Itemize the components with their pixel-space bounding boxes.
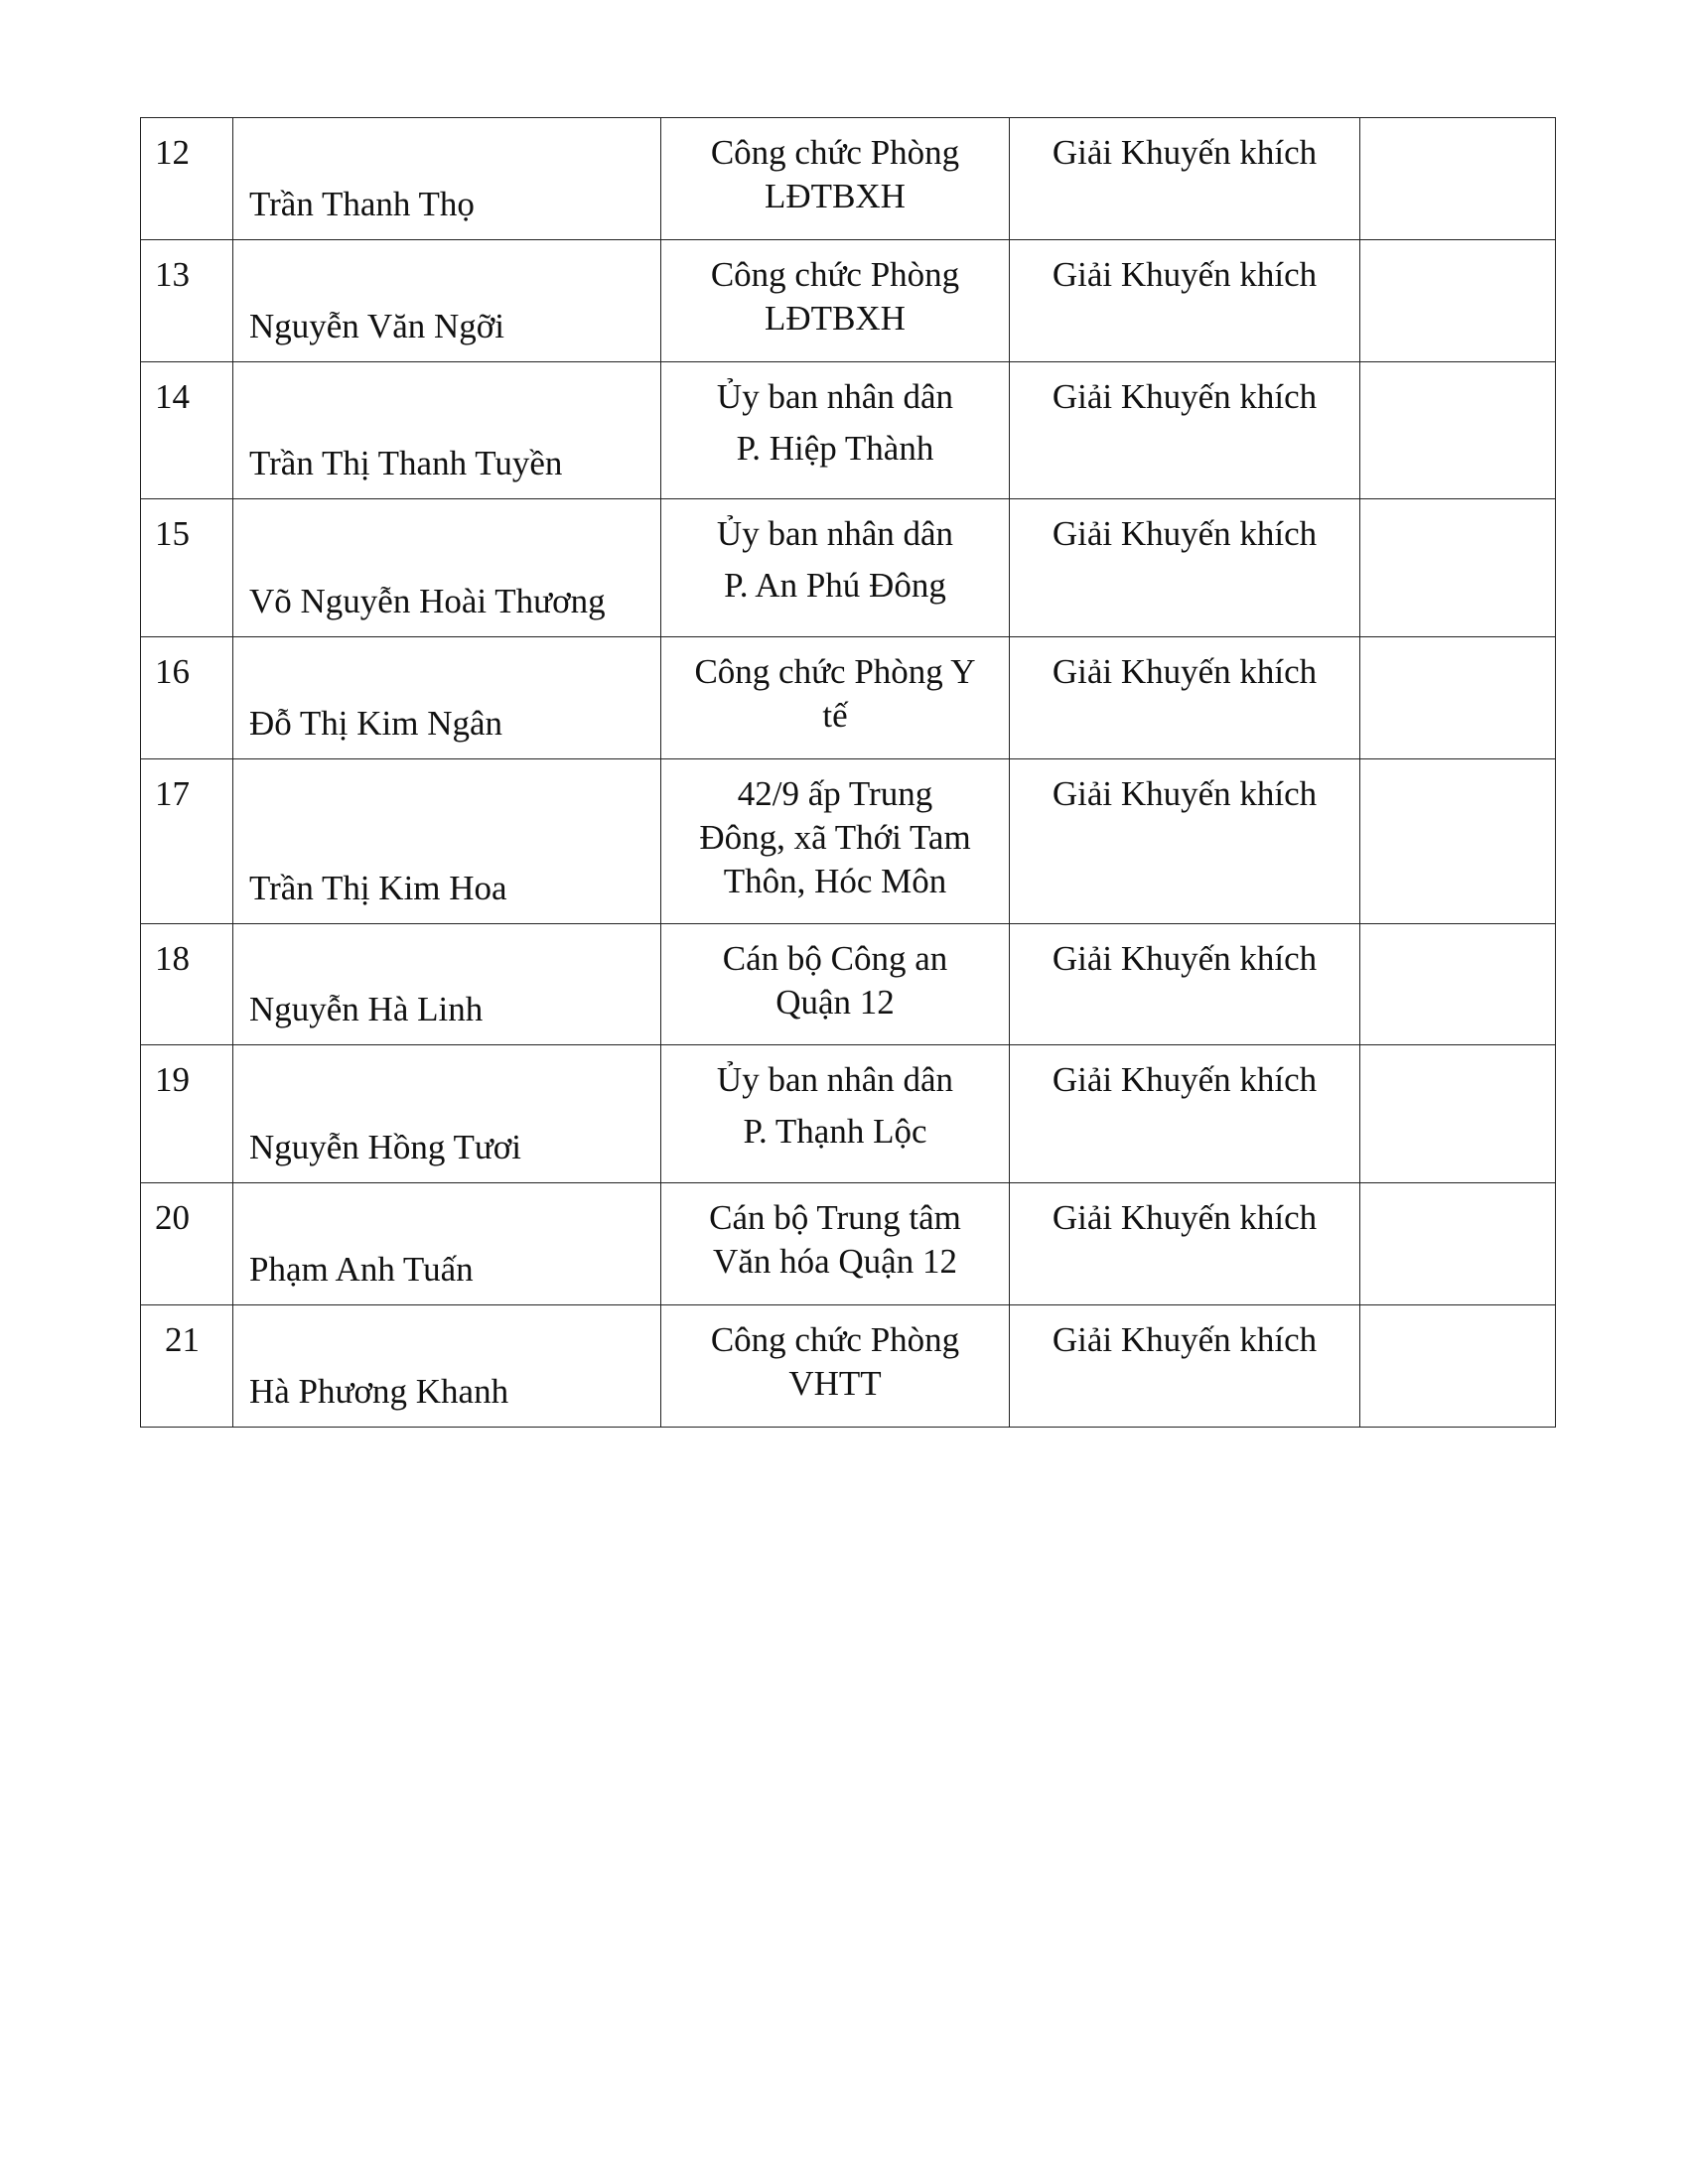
award-cell: Giải Khuyến khích: [1010, 118, 1360, 240]
award-cell: Giải Khuyến khích: [1010, 499, 1360, 637]
name-cell: [233, 759, 661, 924]
note-cell: [1360, 1045, 1556, 1183]
unit-line: Ủy ban nhân dân: [716, 1060, 954, 1099]
unit-line: Quận 12: [775, 983, 895, 1022]
unit-line: Công chức Phòng Y: [694, 652, 976, 691]
table-row: [141, 1045, 1556, 1183]
unit-cell: [661, 924, 1010, 1045]
award-cell: Giải Khuyến khích: [1010, 924, 1360, 1045]
name-cell: [233, 637, 661, 759]
table-row: [141, 1183, 1556, 1305]
unit-line: Công chức Phòng: [710, 133, 960, 172]
name-cell: [233, 1305, 661, 1428]
person-name: Trần Thanh Thọ: [249, 185, 475, 223]
person-name: Phạm Anh Tuấn: [249, 1250, 474, 1289]
note-cell: [1360, 362, 1556, 499]
row-number: 19: [141, 1045, 233, 1183]
row-number: 18: [141, 924, 233, 1045]
note-cell: [1360, 1183, 1556, 1305]
person-name: Nguyễn Văn Ngỡi: [249, 307, 504, 345]
award-table: [140, 117, 1556, 1428]
award-cell: Giải Khuyến khích: [1010, 240, 1360, 362]
table-row: [141, 499, 1556, 637]
unit-line: tế: [822, 696, 848, 735]
table-row: [141, 759, 1556, 924]
row-number: 16: [141, 637, 233, 759]
unit-line: Văn hóa Quận 12: [713, 1242, 957, 1281]
row-number: 13: [141, 240, 233, 362]
name-cell: [233, 118, 661, 240]
unit-line: Cán bộ Công an: [722, 939, 948, 978]
table-row: [141, 924, 1556, 1045]
unit-cell: [661, 240, 1010, 362]
award-cell: Giải Khuyến khích: [1010, 362, 1360, 499]
person-name: Hà Phương Khanh: [249, 1372, 509, 1411]
award-cell: Giải Khuyến khích: [1010, 637, 1360, 759]
unit-line: LĐTBXH: [765, 299, 906, 338]
person-name: Võ Nguyễn Hoài Thương: [249, 582, 606, 620]
unit-cell: [661, 1305, 1010, 1428]
note-cell: [1360, 1305, 1556, 1428]
row-number: 12: [141, 118, 233, 240]
table-row: [141, 118, 1556, 240]
unit-cell: [661, 1183, 1010, 1305]
person-name: Nguyễn Hồng Tươi: [249, 1128, 522, 1166]
note-cell: [1360, 240, 1556, 362]
row-number: 21: [141, 1305, 233, 1428]
award-cell: Giải Khuyến khích: [1010, 759, 1360, 924]
person-name: Trần Thị Kim Hoa: [249, 869, 507, 907]
name-cell: [233, 1183, 661, 1305]
table-row: [141, 637, 1556, 759]
unit-line: P. An Phú Đông: [724, 566, 946, 605]
unit-line: P. Hiệp Thành: [736, 429, 934, 468]
unit-line: Ủy ban nhân dân: [716, 514, 954, 553]
unit-line: Công chức Phòng: [710, 1320, 960, 1359]
award-cell: Giải Khuyến khích: [1010, 1045, 1360, 1183]
unit-line: 42/9 ấp Trung: [737, 774, 933, 813]
unit-cell: [661, 118, 1010, 240]
note-cell: [1360, 924, 1556, 1045]
table-row: [141, 240, 1556, 362]
unit-line: Đông, xã Thới Tam: [699, 818, 971, 857]
row-number: 15: [141, 499, 233, 637]
unit-cell: [661, 637, 1010, 759]
person-name: Nguyễn Hà Linh: [249, 990, 484, 1028]
person-name: Trần Thị Thanh Tuyền: [249, 444, 563, 482]
table-row: [141, 1305, 1556, 1428]
name-cell: [233, 362, 661, 499]
name-cell: [233, 499, 661, 637]
unit-line: P. Thạnh Lộc: [743, 1112, 927, 1151]
note-cell: [1360, 637, 1556, 759]
unit-line: Cán bộ Trung tâm: [709, 1198, 961, 1237]
award-cell: Giải Khuyến khích: [1010, 1305, 1360, 1428]
name-cell: [233, 240, 661, 362]
award-table-body: [141, 118, 1556, 1428]
unit-line: LĐTBXH: [765, 177, 906, 215]
unit-line: Công chức Phòng: [710, 255, 960, 294]
unit-line: Ủy ban nhân dân: [716, 377, 954, 416]
unit-line: Thôn, Hóc Môn: [723, 862, 947, 900]
row-number: 17: [141, 759, 233, 924]
person-name: Đỗ Thị Kim Ngân: [249, 704, 503, 743]
note-cell: [1360, 499, 1556, 637]
unit-cell: [661, 759, 1010, 924]
award-cell: Giải Khuyến khích: [1010, 1183, 1360, 1305]
unit-cell: [661, 499, 1010, 637]
name-cell: [233, 924, 661, 1045]
unit-line: VHTT: [788, 1364, 882, 1403]
name-cell: [233, 1045, 661, 1183]
note-cell: [1360, 118, 1556, 240]
unit-cell: [661, 362, 1010, 499]
row-number: 20: [141, 1183, 233, 1305]
unit-cell: [661, 1045, 1010, 1183]
note-cell: [1360, 759, 1556, 924]
table-row: [141, 362, 1556, 499]
row-number: 14: [141, 362, 233, 499]
